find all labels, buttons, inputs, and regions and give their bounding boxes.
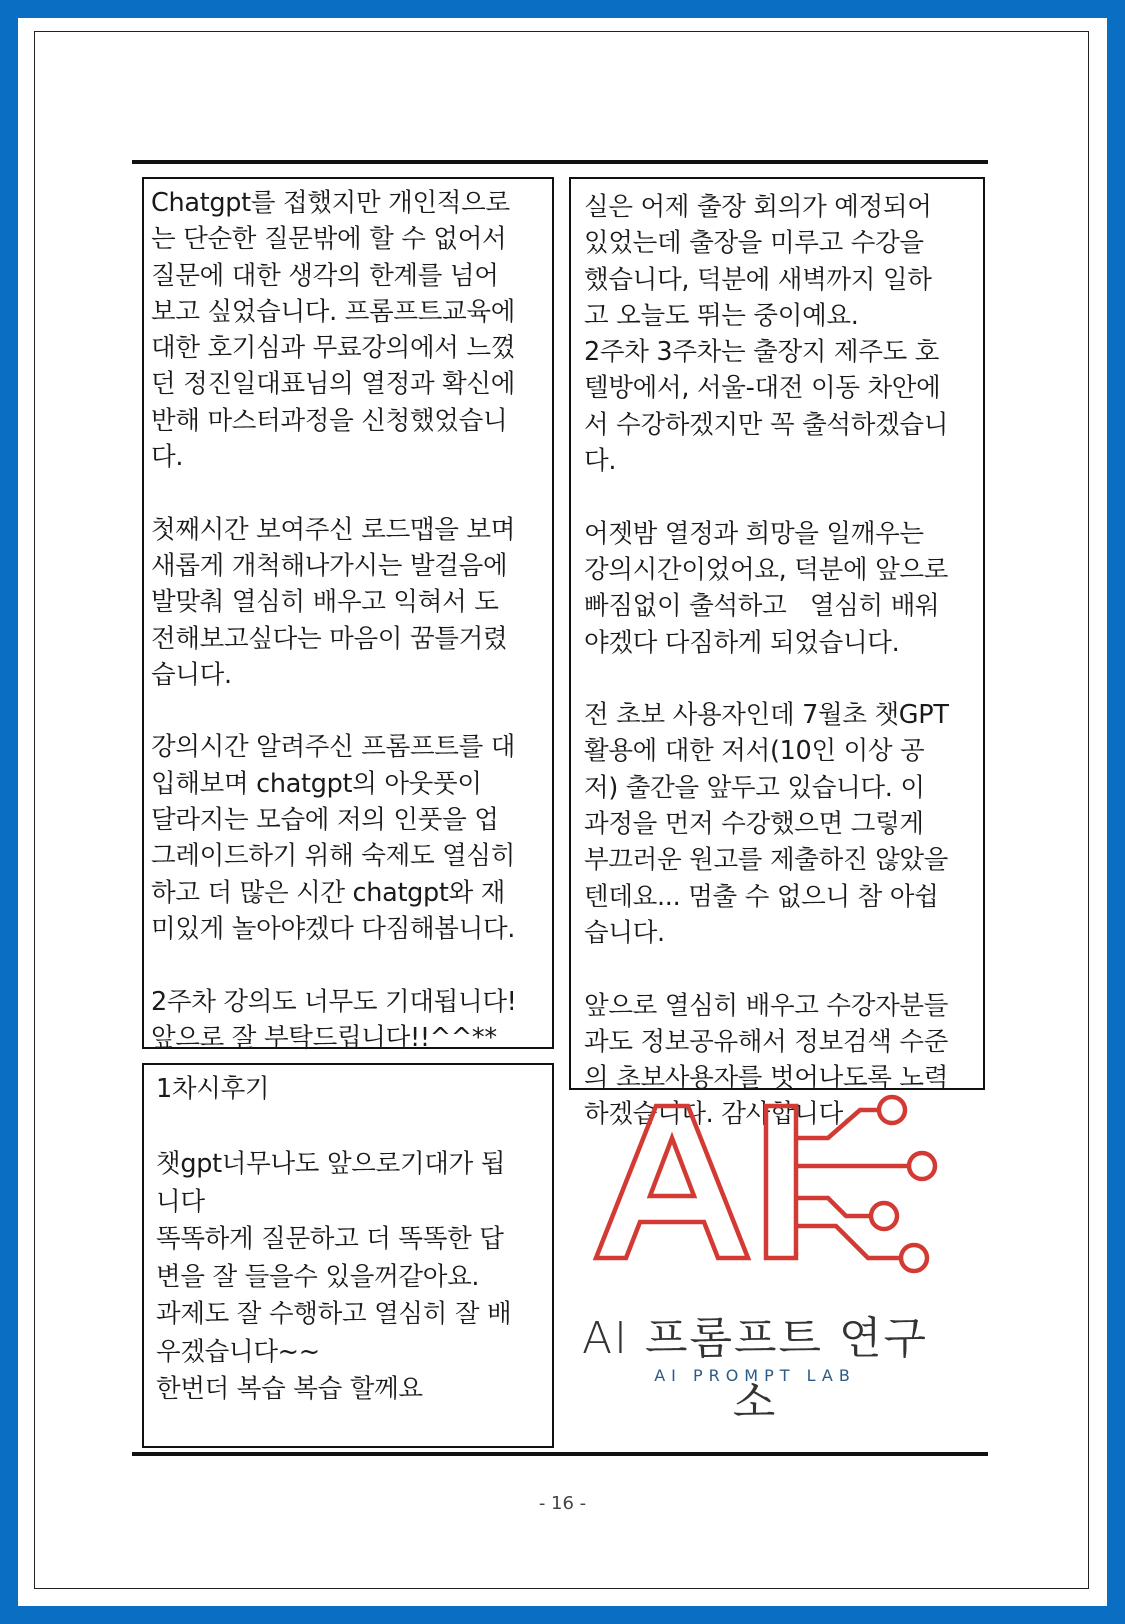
review-box-left bbox=[142, 177, 554, 1053]
top-rule bbox=[132, 160, 988, 164]
logo-name-english: AI PROMPT LAB bbox=[654, 1366, 856, 1385]
review-bottom-heading: 1차시후기 bbox=[156, 1074, 270, 1104]
review-right-text: 실은 어제 출장 회의가 예정되어 있었는데 출장을 미루고 수강을 했습니다, 덕분에 새벽까지 일하 고 오늘도 뛰는 중이예요. 2주차 3주차는 출장지 제주도 호 텔방에서, 서울-대전 이동 차안에 서 수강하겠지만 꼭 출석하겠습니 다. 어젯밤 열정과 희망을 일깨우는 강의시간이었어요, 덕분에 앞으로 빠짐없이 출석하고 열심히 배워 야겠다 다짐하게 되었습니다. 전 초보 사용자인데 7월초 챗GPT 활용에 대한 저서(10인 이상 공 저) 출간을 앞두고 있습니다. 이 과정을 먼저 수강했으면 그렇게 부끄러운 원고를 제출하진 않았을 텐데요... 멈출 수 없으니 참 아쉽 습니다. 앞으로 열심히 배우고 수강자분들 과도 정보공유해서 정보검색 수준 의 초보사용자를 벗어나도록 노력 하겠습니다. 감사합니다. bbox=[584, 192, 949, 1130]
ai-prompt-lab-logo bbox=[578, 1098, 988, 1438]
review-box-right bbox=[569, 177, 985, 1130]
ai-logo-mark-icon bbox=[578, 1098, 938, 1298]
review-box-bottom bbox=[142, 1063, 554, 1448]
review-bottom-text: 챗gpt너무나도 앞으로기대가 됩 니다 똑똑하게 질문하고 더 똑똑한 답 변을 잘 들을수 있을꺼같아요. 과제도 잘 수행하고 열심히 잘 배 우겠습니다~~ 한번더 복습 복습 할께요 bbox=[156, 1149, 512, 1404]
page-number: - 16 - bbox=[538, 1493, 587, 1514]
bottom-rule bbox=[132, 1452, 988, 1456]
document-page bbox=[18, 18, 1107, 1606]
review-left-text: Chatgpt를 접했지만 개인적으로 는 단순한 질문밖에 할 수 없어서 질문에 대한 생각의 한계를 넘어 보고 싶었습니다. 프롬프트교육에 대한 호기심과 무료강의에서 느꼈 던 정진일대표님의 열정과 확신에 반해 마스터과정을 신청했었습니 다. 첫째시간 보여주신 로드맵을 보며 새롭게 개척해나가시는 발걸음에 발맞춰 열심히 배우고 익혀서 도 전해보고싶다는 마음이 꿈틀거렸 습니다. 강의시간 알려주신 프롬프트를 대 입해보며 chatgpt의 아웃풋이 달라지는 모습에 저의 인풋을 업 그레이드하기 위해 숙제도 열심히 하고 더 많은 시간 chatgpt와 재 미있게 놀아야겠다 다짐해봅니다. 2주차 강의도 너무도 기대됩니다! 앞으로 잘 부탁드립니다!!^^** bbox=[151, 188, 517, 1053]
logo-name-korean: AI 프롬프트 연구소 bbox=[581, 1313, 929, 1428]
